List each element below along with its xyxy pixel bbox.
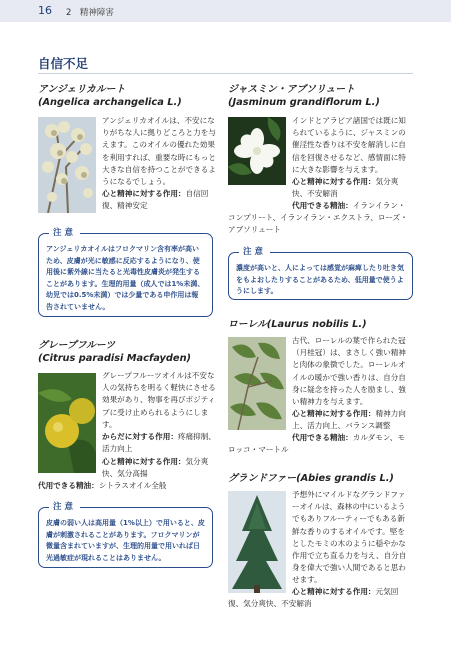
laurel-mind-text: 精神力向上、活力向上、バランス調整 xyxy=(292,409,406,431)
jasmine-sub-label: 代用できる精油： xyxy=(292,201,353,210)
grapefruit-substitutes xyxy=(38,480,218,492)
angelica-mind-effect xyxy=(102,188,217,212)
title-divider xyxy=(38,73,413,74)
laurel-sub-label: 代用できる精油： xyxy=(292,433,353,442)
page-number: 16 xyxy=(38,4,52,17)
angelica-note-text: アンジェリカオイルはフロクマリン含有率が高いため、皮膚が光に敏感に反応するようになり、使用後に紫外線に当たると光毒性皮膚炎が発生することがあります。生理的用量（成人では1%未満、幼児では0.5%未満）では少量である申作用は報告されていません。 xyxy=(46,245,205,311)
jasmine-note-label: 注意 xyxy=(239,245,270,257)
fir-mind-label: 心と精神に対する作用： xyxy=(292,587,376,596)
jasmine-title: ジャスミン・アブソリュート xyxy=(228,84,355,95)
jasmine-photo xyxy=(228,117,286,185)
grapefruit-title: グレープフルーツ xyxy=(38,340,116,351)
jasmine-mind-text: 気分爽快、不安解消 xyxy=(292,177,399,199)
jasmine-body: インドとアラビア諸国では既に知られているように、ジャスミンの催淫性な香りは不安を解消しに自信を回復させるなど、感情面に特に大きな影響を与えます。 xyxy=(292,116,406,174)
grapefruit-mind-effect xyxy=(102,456,217,480)
angelica-mind-text: 自信回復、精神安定 xyxy=(102,189,209,211)
fir-latin: (Abies grandis L.) xyxy=(296,473,394,484)
jasmine-mind-label: 心と精神に対する作用： xyxy=(292,177,376,186)
grapefruit-body: グレープフルーツオイルは不安な人の気持ちを明るく軽快にさせる効果があり、物事を再びポジティブに受け止められるようにします。 xyxy=(102,371,216,429)
angelica-note xyxy=(38,228,213,317)
grapefruit-body-label: からだに対する作用： xyxy=(102,432,178,441)
laurel-body: 古代、ローレルの葉で作られた冠（月桂冠）は、まさしく強い精神と肉体の象徴でした。ローレルオイルの暖かで強い香りは、自分自身に疑念を持った人を励まし、強い精神力を与えます。 xyxy=(292,336,406,407)
fir-body: 予想外にマイルドなグランドファーオイルは、森林の中にいるようでもありフルーティーでもある新鮮な香りのするオイルです。堅をとしたモミの木のように穏やかな作用で立ち直る力を与え、自分自身を偉大で強い人間であると思わせます。 xyxy=(292,490,407,585)
angelica-photo xyxy=(38,117,96,213)
jasmine-note-text: 濃度が高いと、人によっては感覚が麻痺したり吐き気をもよおしたりすることがあるため、低用量で使うようにします。 xyxy=(236,264,404,295)
laurel-mind-effect xyxy=(292,408,410,432)
fir-title: グランドファー xyxy=(228,473,297,484)
angelica-body: アンジェリカオイルは、不安になりがちな人に拠りどころと力を与えます。このオイルの優れた効果を利用すれば、重要な時にもっと大きな自信を持つことができるようになるでしょう。 xyxy=(102,116,216,187)
fir-photo xyxy=(228,491,286,593)
grapefruit-sub-label: 代用できる精油： xyxy=(38,481,99,490)
jasmine-sub-text: イランイラン・コンプリート、イランイラン・エクストラ、ローズ・アブソリュート xyxy=(228,201,408,235)
grapefruit-photo xyxy=(38,373,96,473)
grapefruit-heading xyxy=(38,339,191,365)
fir-mind-text: 元気回復、気分爽快、不安解消 xyxy=(228,587,399,609)
jasmine-substitutes xyxy=(228,200,410,237)
jasmine-note xyxy=(228,247,413,300)
grapefruit-latin: (Citrus paradisi Macfayden) xyxy=(38,353,192,364)
angelica-mind-label: 心と精神に対する作用： xyxy=(102,189,186,198)
section-title: 2 精神障害 xyxy=(66,8,114,18)
grapefruit-body-text: 疼痛抑制、活力向上 xyxy=(102,432,216,454)
grapefruit-note-label: 注意 xyxy=(49,500,80,512)
grapefruit-mind-label: 心と精神に対する作用： xyxy=(102,457,186,466)
page-title: 自信不足 xyxy=(38,56,89,71)
jasmine-mind-effect xyxy=(292,176,410,200)
angelica-latin: (Angelica archangelica L.) xyxy=(38,97,182,108)
laurel-title: ローレル xyxy=(228,319,267,330)
page-header xyxy=(0,0,451,22)
grapefruit-mind-text: 気分爽快、気分高揚 xyxy=(102,457,209,479)
laurel-mind-label: 心と精神に対する作用： xyxy=(292,409,376,418)
jasmine-latin: (Jasminum grandiflorum L.) xyxy=(228,97,380,108)
jasmine-heading xyxy=(228,83,380,109)
grapefruit-note-text: 皮膚の弱い人は高用量（1%以上）で用いると、皮膚が刺激されることがあります。フロクマリンが微量含まれていますが、生理的用量で用いれば日光過敏症が現れることはありません。 xyxy=(46,519,205,562)
laurel-latin: (Laurus nobilis L.) xyxy=(266,319,367,330)
angelica-title: アンジェリカルート xyxy=(38,84,126,95)
fir-heading xyxy=(228,472,394,485)
grapefruit-note xyxy=(38,502,213,568)
grapefruit-body-effect xyxy=(102,431,217,455)
laurel-substitutes xyxy=(228,432,410,456)
laurel-heading xyxy=(228,318,367,331)
grapefruit-sub-text: シトラスオイル全般 xyxy=(98,481,167,490)
laurel-sub-text: カルダモン、モロッコ・マートル xyxy=(228,433,405,455)
angelica-note-label: 注意 xyxy=(49,226,80,238)
fir-mind-effect xyxy=(228,586,410,610)
angelica-heading xyxy=(38,83,182,109)
laurel-photo xyxy=(228,337,286,430)
